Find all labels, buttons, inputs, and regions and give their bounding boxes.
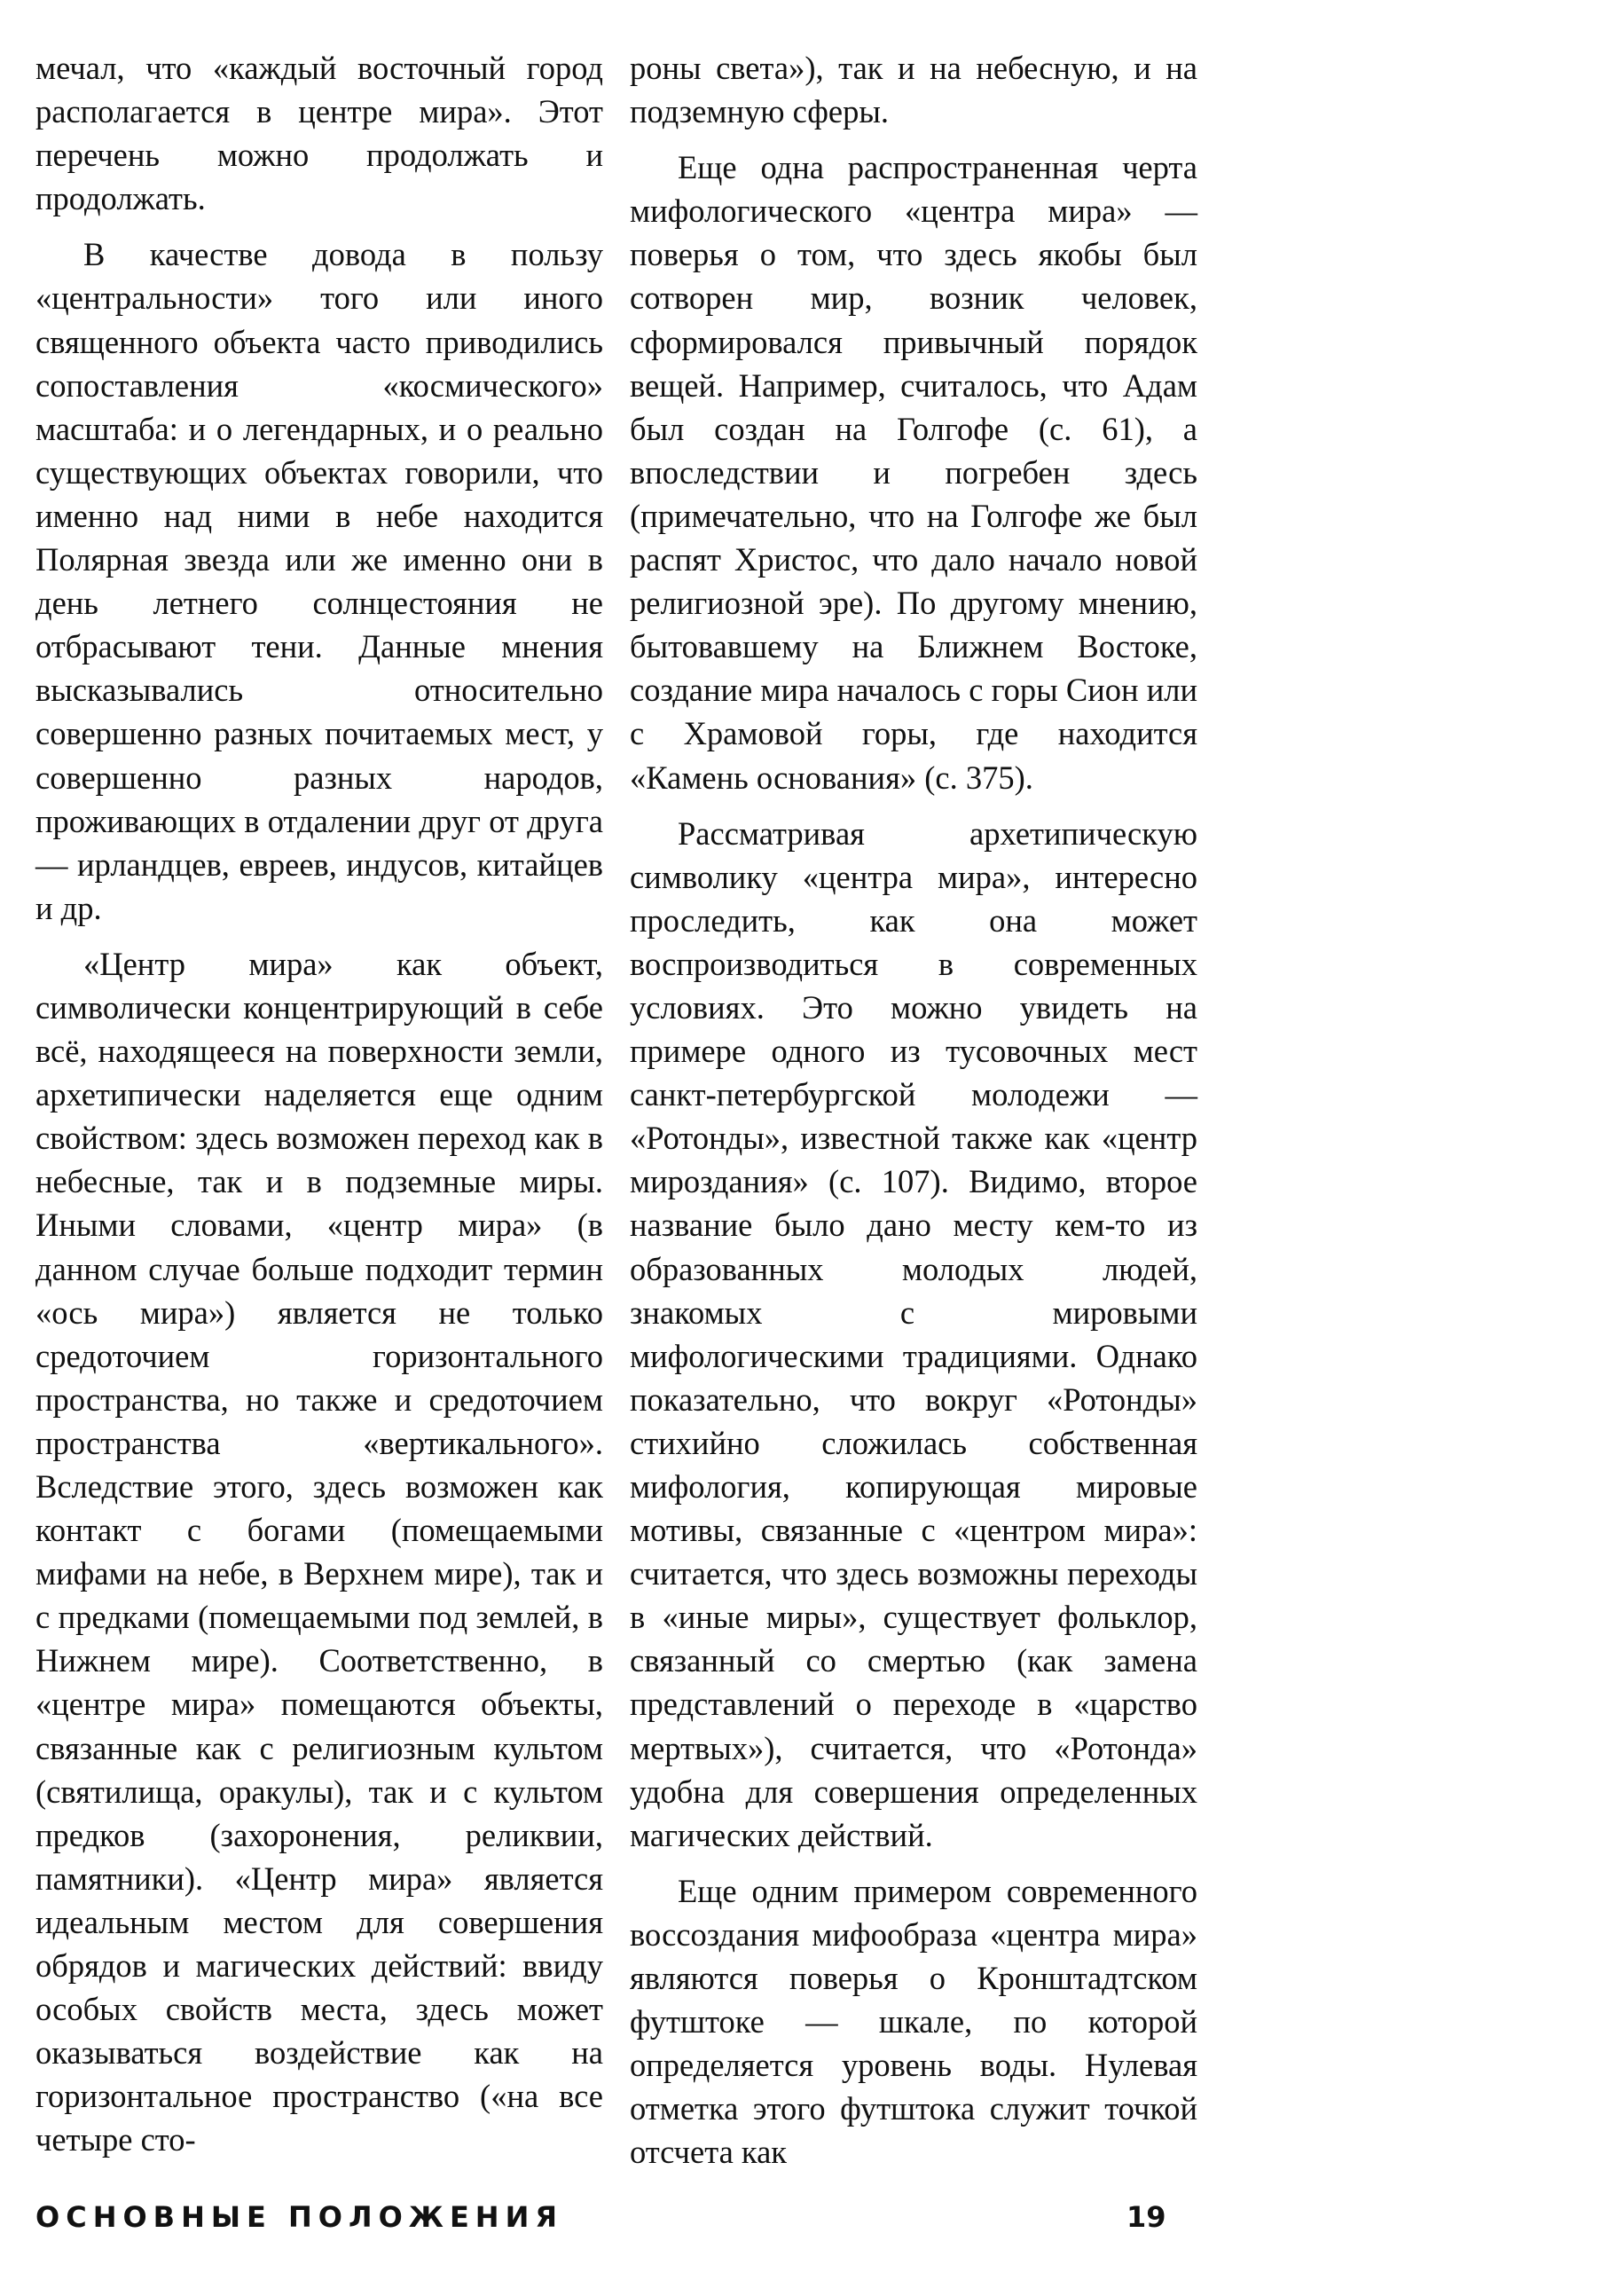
paragraph: «Центр мира» как объект, символически концентрирующий в себе всё, находящееся на поверхности земли, архетипически наделяется еще одним свойством: здесь возможен переход как в небесные, так и в подземные миры. Иными словами, «центр мира» (в данном случае больше подходит термин «ось мира») является не только средоточием горизонтального пространства, но также и средоточием пространства «вертикального». Вследствие этого, здесь возможен как контакт с богами (помещаемыми мифами на небе, в Верхнем мире), так и с предками (помещаемыми под землей, в Нижнем мире). Соответственно, в «центре мира» помещаются объекты, связанные как с религиозным культом (святилища, оракулы), так и с культом предков (захоронения, реликвии, памятники). «Центр мира» является идеальным местом для совершения обрядов и магических действий: ввиду особых свойств места, здесь может оказываться воздействие как на горизонтальное пространство («на все четыре сто- — [35, 945, 603, 2158]
paragraph: роны света»), так и на небесную, и на подземную сферы. — [630, 50, 1197, 130]
right-text-column — [630, 46, 1197, 2174]
paragraph: В качестве довода в пользу «центральности» того или иного священного объекта часто приводились сопоставления «космического» масштаба: и о легендарных, и о реально существующих объектах говорили, что именно над ними в небе находится Полярная звезда или же именно они в день летнего солнцестояния не отбрасывают тени. Данные мнения высказывались относительно совершенно разных почитаемых мест, у совершенно разных народов, проживающих в отдалении друг от друга — ирландцев, евреев, индусов, китайцев и др. — [35, 236, 603, 926]
running-footer-section-title: ОСНОВНЫЕ ПОЛОЖЕНИЯ — [35, 2200, 563, 2234]
paragraph: Рассматривая архетипическую символику «центра мира», интересно проследить, как она может воспроизводиться в современных условиях. Это можно увидеть на примере одного из тусовочных мест санкт-петербургской молодежи — «Ротонды», известной также как «центр мироздания» (с. 107). Видимо, второе название было дано месту кем-то из образованных молодых людей, знакомых с мировыми мифологическими традициями. Однако показательно, что вокруг «Ротонды» стихийно сложилась собственная мифология, копирующая мировые мотивы, связанные с «центром мира»: считается, что здесь возможны переходы в «иные миры», существует фольклор, связанный со смертью (как замена представлений о переходе в «царство мертвых»), считается, что «Ротонда» удобна для совершения определенных магических действий. — [630, 814, 1197, 1853]
left-text-column — [35, 46, 603, 2162]
paragraph: мечал, что «каждый восточный город располагается в центре мира». Этот перечень можно продолжать и продолжать. — [35, 50, 603, 217]
paragraph: Еще одним примером современного воссоздания мифообраза «центра мира» являются поверья о Кронштадтском футштоке — шкале, по которой определяется уровень воды. Нулевая отметка этого футштока служит точкой отсчета как — [630, 1872, 1197, 2171]
paragraph: Еще одна распространенная черта мифологического «центра мира» — поверья о том, что здесь якобы был сотворен мир, возник человек, сформировался привычный порядок вещей. Например, считалось, что Адам был создан на Голгофе (с. 61), а впоследствии и погребен здесь (примечательно, что на Голгофе же был распят Христос, что дало начало новой религиозной эре). По другому мнению, бытовавшему на Ближнем Востоке, создание мира началось с горы Сион или с Храмовой горы, где находится «Камень основания» (с. 375). — [630, 149, 1197, 796]
page-number: 19 — [1126, 2200, 1166, 2234]
